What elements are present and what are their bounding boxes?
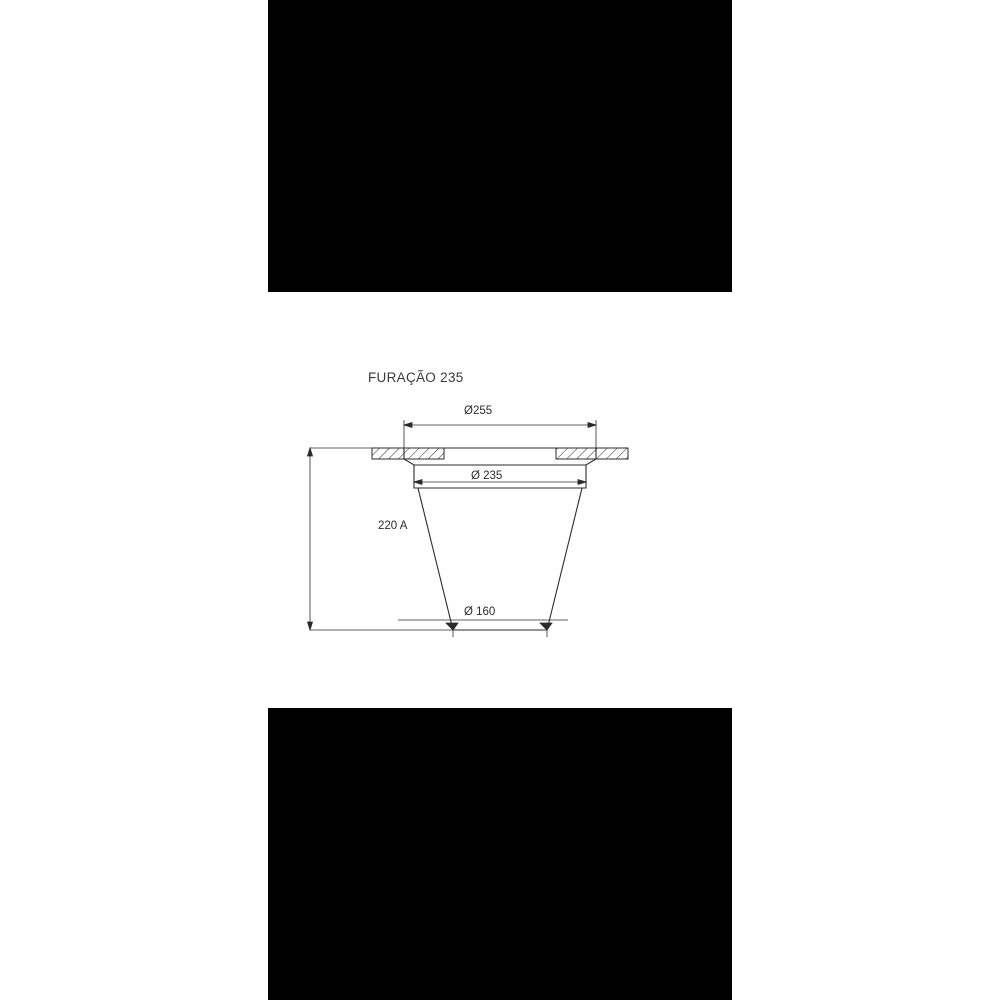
dimension-line-flange-outer [404, 423, 596, 428]
dimension-label-height: 220 A [378, 520, 408, 532]
drawing-title: FURAÇÃO 235 [368, 370, 464, 385]
dimension-label-bore: Ø 235 [471, 470, 503, 482]
ceiling-panel-left [372, 448, 444, 459]
housing-body-outline [414, 465, 586, 630]
letterbox-top [268, 0, 732, 292]
dimension-label-flange-outer: Ø255 [464, 405, 493, 417]
technical-drawing-canvas [268, 292, 732, 708]
drawing-vector [268, 292, 732, 708]
dimension-line-height [308, 448, 454, 630]
letterbox-bottom [268, 708, 732, 1000]
dimension-line-bottom-outlet [398, 620, 568, 637]
dimension-label-bottom-outlet: Ø 160 [464, 606, 496, 618]
ceiling-panel-right [556, 448, 628, 459]
